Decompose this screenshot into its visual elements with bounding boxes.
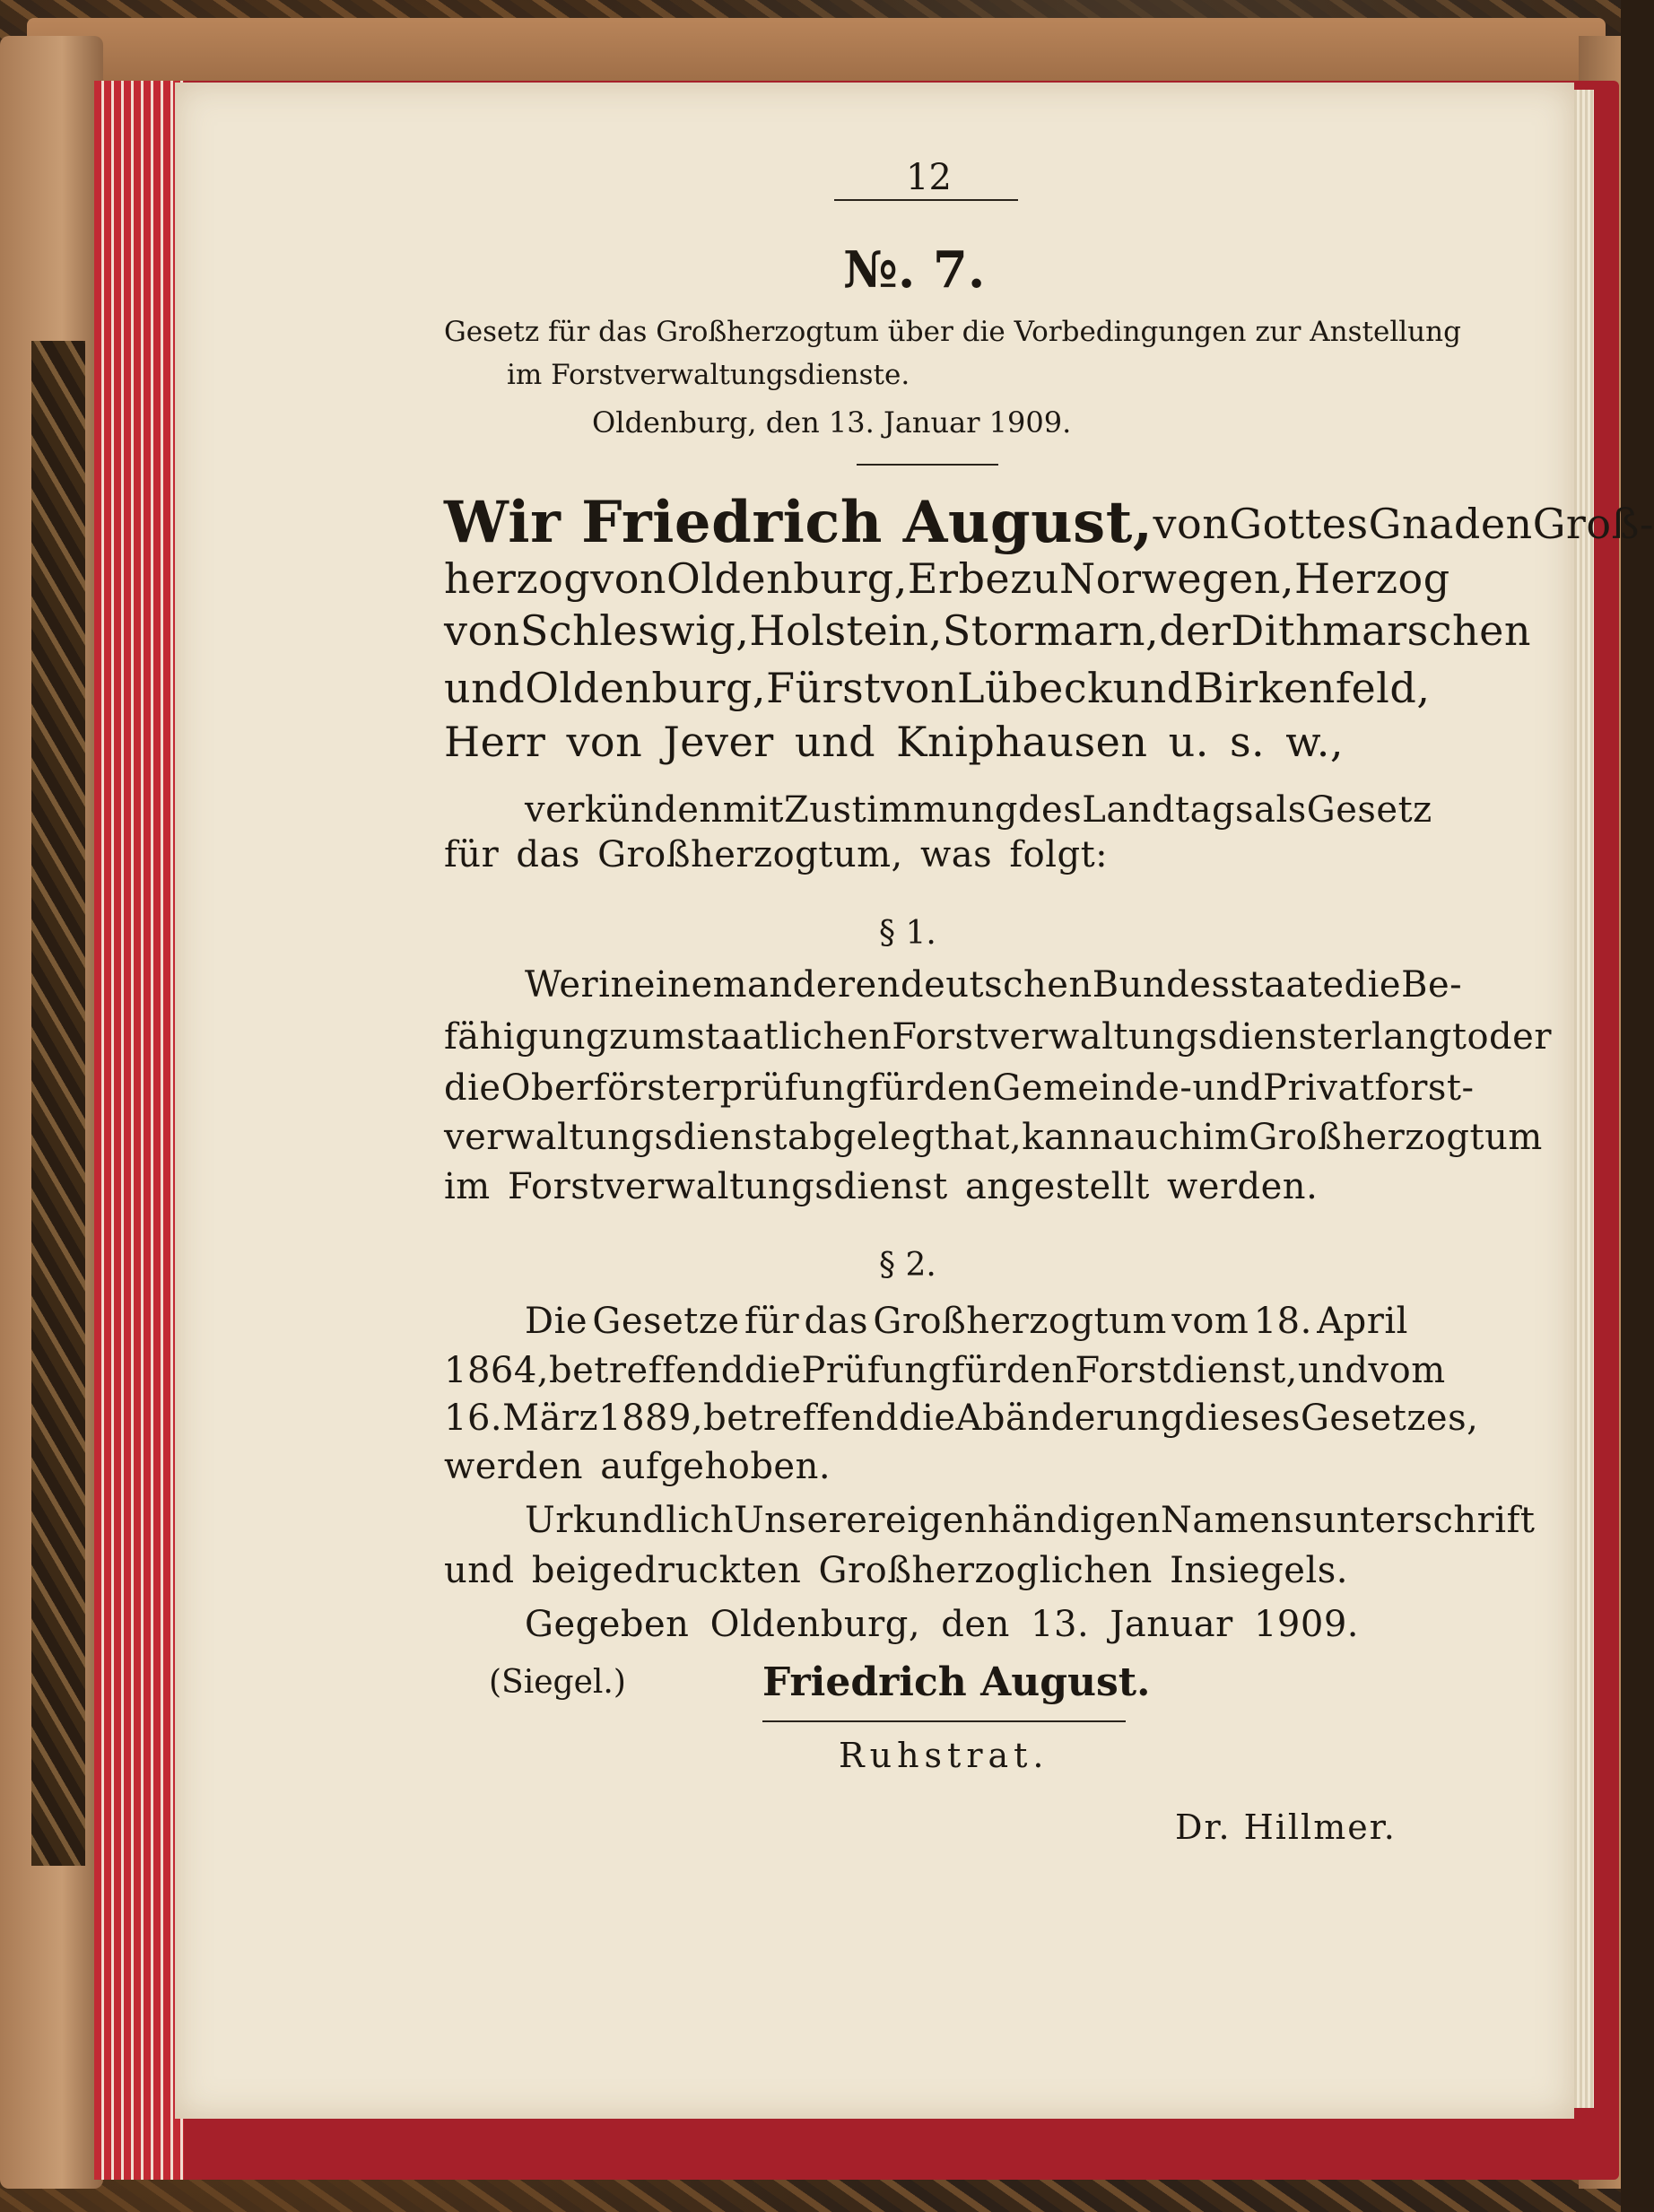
section-word: 18.	[1253, 1301, 1312, 1342]
section-word: Be-	[1401, 964, 1463, 1006]
preamble-word: Stormarn,	[942, 606, 1160, 655]
preamble-line-4	[444, 664, 1431, 712]
preamble-line-3	[444, 606, 1531, 655]
preamble-word: herzog	[444, 554, 591, 603]
preamble-word: und	[444, 664, 526, 712]
section-2-line-1	[525, 1301, 1408, 1342]
section-word: Die	[525, 1301, 588, 1342]
section-1-line-4	[444, 1117, 1543, 1158]
section-word: 16.	[444, 1398, 503, 1439]
proclaim-line-1	[525, 789, 1432, 831]
signature-minister-1: Ruhstrat.	[839, 1736, 1049, 1775]
section-word: 1889,	[598, 1398, 704, 1439]
section-word: Bundesstaate	[1092, 964, 1345, 1006]
proclaim-word: Landtags	[1082, 789, 1255, 831]
section-word: fähigung	[444, 1016, 609, 1058]
preamble-word: Birkenfeld,	[1193, 664, 1431, 712]
section-word: die	[898, 1398, 956, 1439]
section-word: deutschen	[901, 964, 1093, 1006]
section-word: oder	[1467, 1016, 1552, 1058]
section-word: Gesetzes,	[1300, 1398, 1479, 1439]
section-2-line-3	[444, 1398, 1479, 1439]
section-1-heading: § 1.	[879, 915, 936, 952]
section-word: Prüfung	[801, 1350, 952, 1391]
section-word: für	[951, 1350, 1006, 1391]
signature-minister-2: Dr. Hillmer.	[1175, 1807, 1397, 1847]
section-word: Forstverwaltungsdienst	[892, 1016, 1333, 1058]
preamble-word: Holstein,	[749, 606, 943, 655]
section-word: auch	[1112, 1117, 1203, 1158]
section-word: Privatforst-	[1263, 1067, 1475, 1109]
section-1-line-3	[444, 1067, 1475, 1109]
preamble-word: und	[1112, 664, 1194, 712]
section-word: die	[744, 1350, 802, 1391]
section-word: erlangt	[1332, 1016, 1467, 1058]
preamble-line-2	[444, 554, 1450, 603]
section-1-line-1	[525, 964, 1463, 1006]
preamble-word: zu	[1010, 554, 1060, 603]
preamble-word: Herzog	[1293, 554, 1450, 603]
section-word: die	[444, 1067, 501, 1109]
section-word: einem	[633, 964, 748, 1006]
section-word: Gesetze	[592, 1301, 740, 1342]
section-word: April	[1317, 1301, 1408, 1342]
section-word: für	[868, 1067, 924, 1109]
signature-sovereign: Friedrich August.	[762, 1659, 1151, 1705]
closing-word: Urkundlich	[525, 1500, 734, 1541]
preamble-word: Gottes	[1229, 500, 1369, 548]
preamble-line-1	[444, 489, 1654, 556]
preamble-word: Norwegen,	[1059, 554, 1294, 603]
proclaim-word: Gesetz	[1306, 789, 1432, 831]
preamble-word: der	[1159, 606, 1232, 655]
page-stack-edge	[1574, 90, 1594, 2108]
preamble-line-5: Herr von Jever und Kniphausen u. s. w.,	[444, 718, 1344, 766]
proclaim-line-2: für das Großherzogtum, was folgt:	[444, 834, 1109, 875]
law-title-line-2: im Forstverwaltungsdienste.	[507, 359, 910, 391]
preamble-word: Oldenburg,	[525, 664, 767, 712]
book-marble-edge	[31, 341, 85, 1866]
preamble-word: von	[881, 664, 957, 712]
preamble-word: Erbe	[907, 554, 1011, 603]
signature-line	[762, 1720, 1126, 1722]
closing-line-2: und beigedruckten Großherzoglichen Insiegels.	[444, 1550, 1348, 1591]
section-word: und	[1297, 1350, 1369, 1391]
section-word: betreffend	[549, 1350, 744, 1391]
section-word: abgelegt	[787, 1117, 950, 1158]
section-word: vom	[1171, 1301, 1249, 1342]
section-word: März	[502, 1398, 599, 1439]
section-word: in	[598, 964, 634, 1006]
section-word: Oberförsterprüfung	[501, 1067, 869, 1109]
page-number: 12	[906, 157, 952, 198]
proclaim-word: Zustimmung	[784, 789, 1018, 831]
proclaim-word: des	[1017, 789, 1083, 831]
section-word: im	[1202, 1117, 1249, 1158]
preamble-word: von	[1153, 500, 1230, 548]
preamble-word: Wir Friedrich August,	[444, 489, 1153, 556]
section-word: vom	[1368, 1350, 1446, 1391]
law-dateline: Oldenburg, den 13. Januar 1909.	[592, 405, 1072, 440]
section-word: den	[1005, 1350, 1075, 1391]
proclaim-word: mit	[722, 789, 784, 831]
divider	[857, 464, 998, 466]
section-word: die	[1344, 964, 1402, 1006]
section-word: Wer	[525, 964, 599, 1006]
preamble-word: Oldenburg,	[666, 554, 908, 603]
closing-word: eigenhändigen	[885, 1500, 1161, 1541]
preamble-word: Schleswig,	[519, 606, 750, 655]
section-2-line-4: werden aufgehoben.	[444, 1446, 831, 1487]
law-title-line-1: Gesetz für das Großherzogtum über die Vorbedingungen zur Anstellung	[444, 316, 1461, 348]
closing-word: Namensunterschrift	[1160, 1500, 1536, 1541]
preamble-word: von	[444, 606, 520, 655]
proclaim-word: als	[1254, 789, 1307, 831]
proclaim-word: verkünden	[525, 789, 723, 831]
section-word: Gemeinde-	[992, 1067, 1193, 1109]
closing-word: Unserer	[733, 1500, 886, 1541]
seal-mark: (Siegel.)	[489, 1664, 626, 1701]
preamble-word: Dithmarschen	[1231, 606, 1531, 655]
section-word: Großherzogtum	[1249, 1117, 1543, 1158]
section-word: Forstdienst,	[1075, 1350, 1298, 1391]
section-word: verwaltungsdienst	[444, 1117, 788, 1158]
preamble-word: Fürst	[766, 664, 882, 712]
preamble-word: Gnaden	[1368, 500, 1533, 548]
preamble-word: von	[590, 554, 667, 603]
preamble-word: Groß-	[1532, 500, 1654, 548]
section-word: hat,	[949, 1117, 1023, 1158]
divider	[834, 199, 1018, 201]
section-word: anderen	[747, 964, 901, 1006]
section-word: für	[744, 1301, 800, 1342]
closing-line-1	[525, 1500, 1536, 1541]
section-word: und	[1192, 1067, 1264, 1109]
section-word: betreffend	[703, 1398, 899, 1439]
section-word: staatlichen	[686, 1016, 892, 1058]
section-word: dieses	[1184, 1398, 1301, 1439]
section-word: zum	[608, 1016, 687, 1058]
law-number: №. 7.	[843, 240, 986, 300]
section-word: kann	[1022, 1117, 1113, 1158]
closing-given: Gegeben Oldenburg, den 13. Januar 1909.	[525, 1604, 1359, 1645]
section-word: Großherzogtum	[873, 1301, 1167, 1342]
section-2-line-2	[444, 1350, 1446, 1391]
section-word: 1864,	[444, 1350, 550, 1391]
section-1-line-2	[444, 1016, 1552, 1058]
section-word: den	[923, 1067, 993, 1109]
section-word: Abänderung	[955, 1398, 1185, 1439]
section-1-line-5: im Forstverwaltungsdienst angestellt werden.	[444, 1166, 1319, 1207]
section-word: das	[804, 1301, 868, 1342]
preamble-word: Lübeck	[957, 664, 1113, 712]
section-2-heading: § 2.	[879, 1247, 936, 1284]
